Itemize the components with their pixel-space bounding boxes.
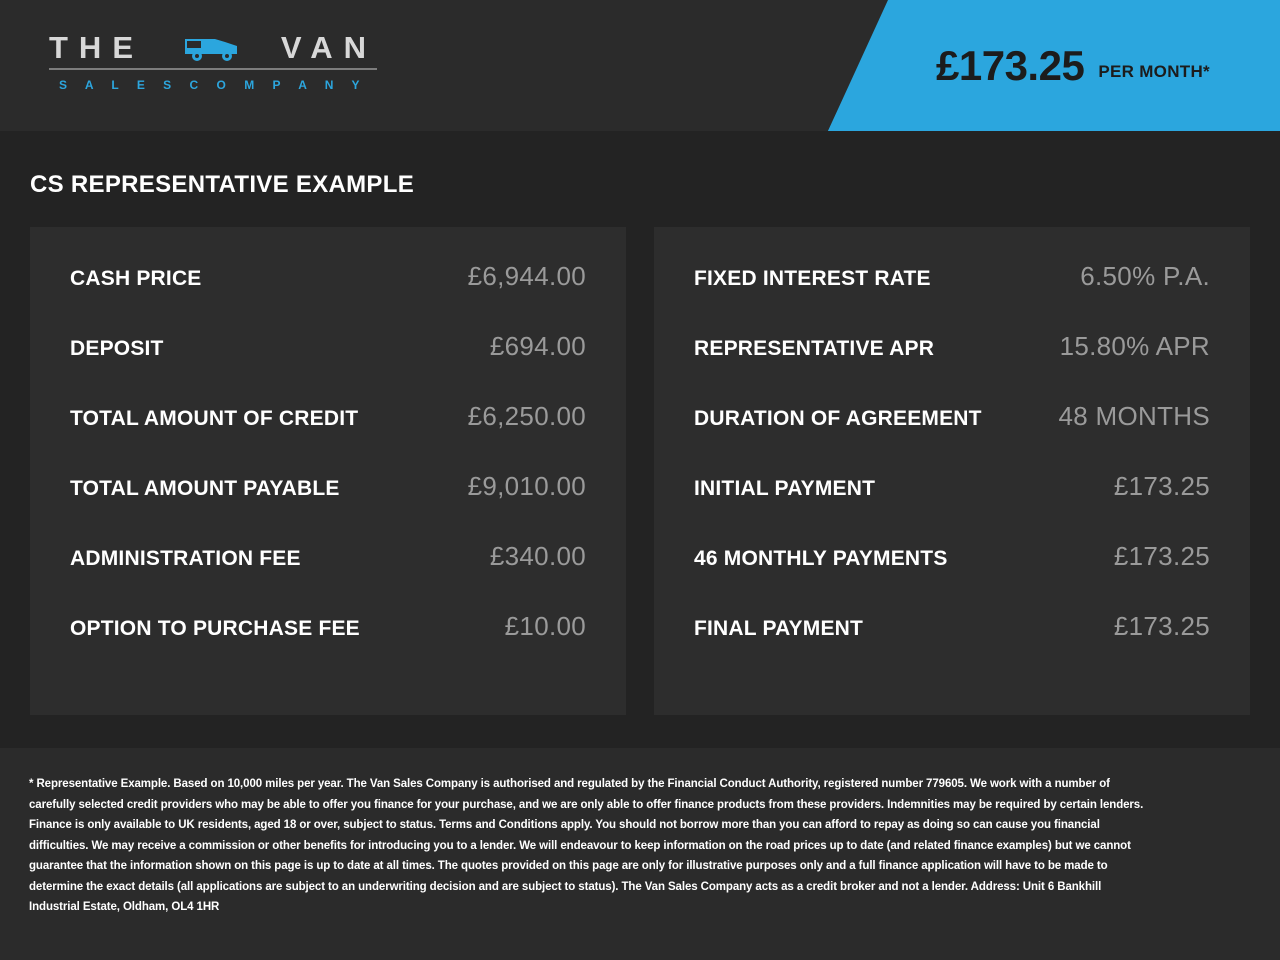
- row-label: 46 MONTHLY PAYMENTS: [694, 547, 948, 570]
- row-label: ADMINISTRATION FEE: [70, 547, 301, 570]
- row-value: £10.00: [504, 611, 586, 641]
- table-row: [694, 541, 1210, 611]
- row-label: FINAL PAYMENT: [694, 617, 864, 640]
- page-header: [0, 0, 1280, 131]
- table-row: [70, 471, 586, 541]
- row-label: OPTION TO PURCHASE FEE: [70, 617, 360, 640]
- row-value: £173.25: [1113, 471, 1210, 501]
- row-label: DEPOSIT: [70, 337, 164, 360]
- row-label: TOTAL AMOUNT OF CREDIT: [70, 407, 359, 430]
- monthly-price-amount: £173.25: [936, 41, 1085, 89]
- page-title: CS REPRESENTATIVE EXAMPLE: [30, 171, 414, 198]
- footer-disclaimer: [0, 748, 1280, 960]
- finance-panel-right: [654, 227, 1250, 715]
- row-value: £694.00: [489, 331, 586, 361]
- row-value: £340.00: [489, 541, 586, 571]
- brand-logo: [49, 30, 389, 92]
- logo-word-van: VAN: [280, 29, 377, 65]
- logo-word-the: THE: [49, 29, 144, 65]
- table-row: [70, 261, 586, 331]
- table-row: [70, 611, 586, 681]
- finance-panel-left: [30, 227, 626, 715]
- table-row: [694, 331, 1210, 401]
- table-row: [694, 401, 1210, 471]
- row-label: DURATION OF AGREEMENT: [694, 407, 982, 430]
- table-row: [70, 541, 586, 611]
- row-value: £9,010.00: [467, 471, 586, 501]
- table-row: [694, 611, 1210, 681]
- row-label: REPRESENTATIVE APR: [694, 337, 935, 360]
- row-value: £6,944.00: [467, 261, 586, 291]
- banner-angled-edge: [828, 0, 889, 131]
- monthly-price-period: PER MONTH*: [1098, 61, 1210, 81]
- table-row: [70, 401, 586, 471]
- logo-subtitle: S A L E S C O M P A N Y: [58, 78, 368, 92]
- row-label: INITIAL PAYMENT: [694, 477, 876, 500]
- row-value: £173.25: [1113, 541, 1210, 571]
- row-label: CASH PRICE: [70, 267, 202, 290]
- table-row: [694, 471, 1210, 541]
- main-content: [0, 171, 1280, 715]
- row-value: 48 MONTHS: [1058, 401, 1210, 431]
- row-value: 15.80% APR: [1059, 331, 1210, 361]
- disclaimer-text: * Representative Example. Based on 10,000 miles per year. The Van Sales Company is authorised and regulated by the Financial Conduct Authority, registered number 779605. We work with a number of carefully selected credit providers who may be able to offer you finance for your purchase, and we are only able to offer finance products from these providers. Indemnities may be required by certain lenders. Finance is only available to UK residents, aged 18 or over, subject to status. Terms and Conditions apply. You should not borrow more than you can afford to repay as doing so can cause you financial difficulties. We may receive a commission or other benefits for introducing you to a lender. We will endeavour to keep information on the road prices up to date (and related finance examples) but we cannot guarantee that the information shown on this page is up to date at all times. The quotes provided on this page are only for illustrative purposes only and a full finance application will have to be made to determine the exact details (all applications are subject to an underwriting decision and are subject to status). The Van Sales Company acts as a credit broker and not a lender. Address: Unit 6 Bankhill Industrial Estate, Oldham, OL4 1HR: [29, 778, 1144, 913]
- row-value: £6,250.00: [467, 401, 586, 431]
- row-label: FIXED INTEREST RATE: [694, 267, 931, 290]
- row-value: 6.50% P.A.: [1080, 261, 1210, 291]
- monthly-price-banner: [888, 0, 1280, 131]
- row-label: TOTAL AMOUNT PAYABLE: [70, 477, 340, 500]
- logo-top-row: [49, 30, 377, 70]
- finance-details-columns: [30, 227, 1250, 715]
- table-row: [70, 331, 586, 401]
- row-value: £173.25: [1113, 611, 1210, 641]
- van-icon: [183, 31, 241, 63]
- table-row: [694, 261, 1210, 331]
